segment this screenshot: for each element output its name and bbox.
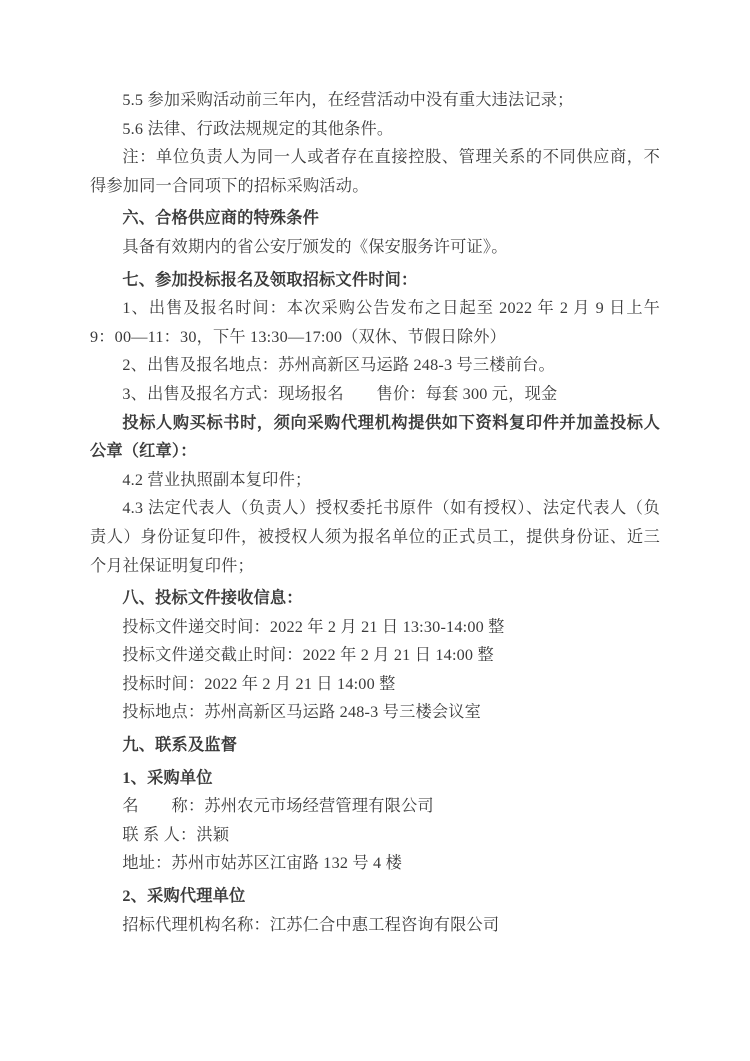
paragraph: 招标代理机构名称：江苏仁合中惠工程咨询有限公司 xyxy=(122,915,500,934)
paragraph: 投标地点：苏州高新区马运路 248-3 号三楼会议室 xyxy=(122,703,482,722)
paragraph: 5.5 参加采购活动前三年内，在经营活动中没有重大违法记录； xyxy=(122,91,574,109)
paragraph: 投标人购买标书时，须向采购代理机构提供如下资料复印件并加盖投标人公章（红章）： xyxy=(90,413,660,461)
paragraph: 投标文件递交截止时间：2022 年 2 月 21 日 14:00 整 xyxy=(122,646,494,665)
section-heading: 八、投标文件接收信息： xyxy=(122,589,303,608)
paragraph: 地址：苏州市姑苏区江宙路 132 号 4 楼 xyxy=(122,854,402,873)
document-body xyxy=(90,86,660,939)
section-heading: 六、合格供应商的特殊条件 xyxy=(122,209,320,228)
paragraph: 注：单位负责人为同一人或者存在直接控股、管理关系的不同供应商，不得参加同一合同项下的招标采购活动。 xyxy=(90,148,660,195)
paragraph: 具备有效期内的省公安厅颁发的《保安服务许可证》。 xyxy=(122,237,508,256)
paragraph: 4.2 营业执照副本复印件； xyxy=(122,470,312,489)
paragraph: 联 系 人：洪颖 xyxy=(122,825,230,844)
section-heading: 1、采购单位 xyxy=(122,768,213,787)
paragraph: 4.3 法定代表人（负责人）授权委托书原件（如有授权）、法定代表人（负责人）身份证复印件，被授权人须为报名单位的正式员工，提供身份证、近三个月社保证明复印件； xyxy=(90,499,660,575)
paragraph: 名 称：苏州农元市场经营管理有限公司 xyxy=(122,797,434,816)
section-heading: 九、联系及监督 xyxy=(122,736,238,755)
section-heading: 2、采购代理单位 xyxy=(122,887,246,906)
paragraph: 2、出售及报名地点：苏州高新区马运路 248-3 号三楼前台。 xyxy=(122,356,555,375)
paragraph: 3、出售及报名方式：现场报名 售价：每套 300 元，现金 xyxy=(122,384,558,403)
section-heading: 七、参加投标报名及领取招标文件时间： xyxy=(122,270,418,289)
paragraph: 5.6 法律、行政法规规定的其他条件。 xyxy=(122,119,394,138)
paragraph: 投标文件递交时间：2022 年 2 月 21 日 13:30-14:00 整 xyxy=(122,617,505,636)
paragraph: 投标时间：2022 年 2 月 21 日 14:00 整 xyxy=(122,674,396,693)
paragraph: 1、出售及报名时间：本次采购公告发布之日起至 2022 年 2 月 9 日上午 9：00—11：30，下午 13:30—17:00（双休、节假日除外） xyxy=(90,299,660,346)
